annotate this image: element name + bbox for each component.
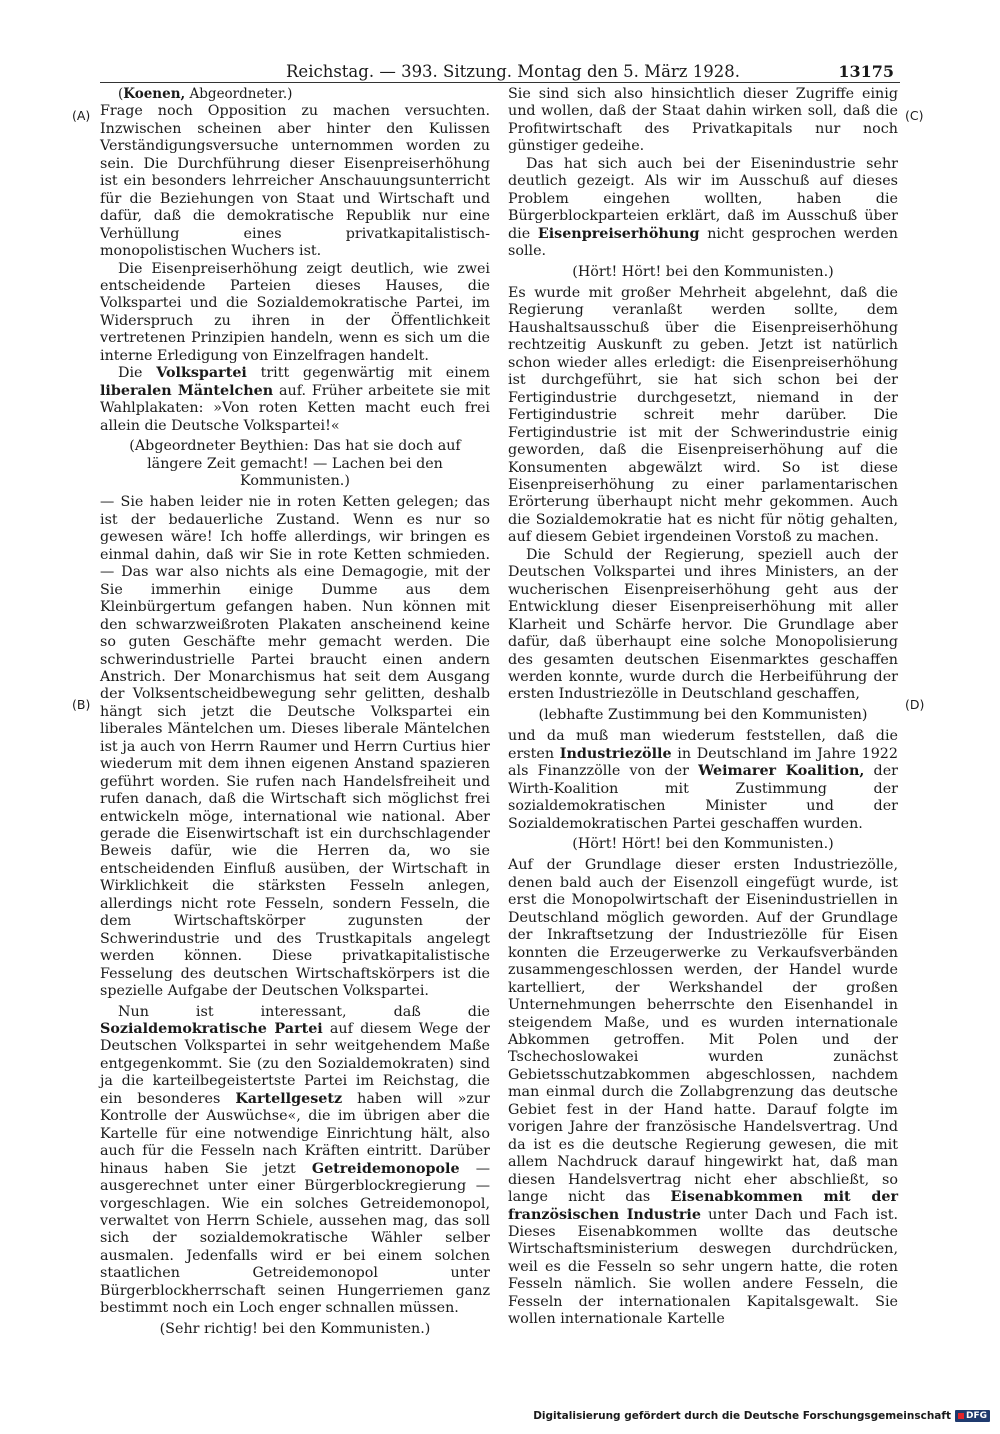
paragraph: Die Eisenpreiserhöhung zeigt deutlich, wie zwei entscheidende Parteien dieses Hauses, die Volkspartei und die Sozialdemokratische Partei, im Widerspruch zu ihren in der Öffentlichkeit vertretenen Prinzipien handeln, wenn es sich um die interne Erledigung von Einzelfragen handelt. bbox=[100, 260, 490, 364]
right-column bbox=[508, 86, 898, 1329]
text-run: in Deutschland im Jahre 1922 als Finanzzölle von der bbox=[508, 745, 898, 780]
emphasis: Eisenpreiserhöhung bbox=[537, 225, 700, 242]
text-run: auf diesem Wege der Deutschen Volkspartei in sehr weitgehendem Maße entgegenkommt. Sie (zu den Sozialdemokraten) sind ja die karteilbegeistertste Partei im Reichstag, die ein besonderes bbox=[100, 1021, 490, 1107]
emphasis: Weimarer Koalition, bbox=[698, 763, 865, 780]
interjection: (Hört! Hört! bei den Kommunisten.) bbox=[572, 836, 834, 853]
text-run: nicht gesprochen werden solle. bbox=[508, 225, 898, 260]
text-run: unter Dach und Fach ist. Dieses Eisenabkommen wollte das deutsche Wirtschaftsministerium deswegen durchdrücken, weil es die Fesseln so sehr ungern hatte, die roten Fesseln nämlich. Sie wollen andere Fesseln, die Fesseln der internationalen Kapitalsgewalt. Sie wollen internationale Kartelle bbox=[508, 1206, 899, 1328]
left-column bbox=[100, 86, 490, 1342]
emphasis: Eisenabkommen mit der französischen Industrie bbox=[508, 1189, 898, 1223]
margin-mark-b: (B) bbox=[72, 697, 91, 712]
emphasis: Getreidemonopole bbox=[311, 1160, 460, 1177]
text-run: der Wirth-Koalition mit Zustimmung der sozialdemokratischen Minister und der Sozialdemokratischen Partei geschaffen wurden. bbox=[508, 763, 898, 832]
emphasis: Volkspartei bbox=[156, 365, 247, 382]
speaker-name: Koenen, bbox=[123, 86, 186, 102]
page-header bbox=[100, 58, 900, 84]
paragraph: Sie sind sich also hinsichtlich dieser Zugriffe einig und wollen, daß der Staat dahin wirken soll, daß die Profitwirtschaft des Privatkapitals nur noch günstiger gedeihe. bbox=[508, 86, 898, 155]
text-run: Das hat sich auch bei der Eisenindustrie sehr deutlich gezeigt. Als wir im Ausschuß auf dieses Problem eingehen wollten, haben die Bürgerblockparteien erklärt, daß im Ausschuß über die bbox=[508, 155, 898, 242]
paragraph bbox=[508, 857, 898, 1328]
paragraph: Es wurde mit großer Mehrheit abgelehnt, daß die Regierung veranlaßt werden sollte, dem Haushaltsausschuß über die Eisenpreiserhöhung rechtzeitig Auskunft zu geben. Jetzt ist natürlich schon wieder alles erledigt: die Eisenpreiserhöhung ist durchgeführt, sie hat sich schon bei der Fertigindustrie durchgesetzt, niemand in der Fertigindustrie schreit mehr darüber. Die Fertigindustrie ist mit der Schwerindustrie einig geworden, daß die Eisenpreiserhöhung auf die Konsumenten abgewälzt wird. So ist diese Eisenpreiserhöhung zu einer parlamentarischen Erörterung überhaupt nicht mehr gekommen. Auch die Sozialdemokratie hat es nicht für nötig gehalten, auf diesem Gebiet irgendeinen Vorstoß zu machen. bbox=[508, 284, 898, 546]
header-rule bbox=[100, 82, 900, 83]
emphasis: Sozialdemokratische Partei bbox=[100, 1021, 323, 1038]
text-run: auf. Früher arbeitete sie mit Wahlplakaten: »Von roten Ketten macht euch frei allein die Deutsche Volkspartei!« bbox=[100, 382, 490, 434]
paragraph bbox=[100, 365, 490, 435]
paragraph bbox=[508, 156, 898, 261]
paragraph: Frage noch Opposition zu machen versuchten. Inzwischen scheinen aber hinter den Kulissen Verständigungsversuche unternommen worden zu sein. Die Durchführung dieser Eisenpreiserhöhung ist ein besonders lehrreicher Anschauungsunterricht für die Beziehungen von Staat und Wirtschaft und dafür, daß die demokratische Republik nur eine Verhüllung eines privatkapitalistisch-monopolistischen Wuchers ist. bbox=[100, 103, 490, 260]
text-run: und da muß man wiederum feststellen, daß die ersten bbox=[508, 728, 898, 762]
speaker-open: ( bbox=[118, 86, 124, 102]
margin-mark-a: (A) bbox=[72, 108, 91, 123]
margin-mark-c: (C) bbox=[905, 108, 924, 123]
paragraph bbox=[100, 1004, 490, 1318]
margin-mark-d: (D) bbox=[905, 697, 925, 712]
dfg-logo-text: DFG bbox=[965, 1411, 987, 1421]
paragraph: — Sie haben leider nie in roten Ketten gelegen; das ist der bedauerliche Zustand. Wenn es nur so gewesen wäre! Ich hoffe allerdings, wir bringen es einmal dahin, daß wir Sie in rote Ketten schmieden. — Das war also nichts als eine Demagogie, mit der Sie immerhin einige Dumme aus dem Kleinbürgertum gefangen haben. Nun können mit den schwarzweißroten Plakaten anscheinend keine so guten Geschäfte mehr gemacht werden. Die schwerindustrielle Partei braucht einen andern Anstrich. Der Monarchismus hat seit dem Ausgang der Volksentscheidbewegung sehr gelitten, deshalb hängt sich jetzt die Deutsche Volkspartei ein liberales Mäntelchen um. Dieses liberale Mäntelchen ist ja auch von Herrn Raumer und Herrn Curtius hier wiederum mit dem ihnen eigenen Anstand spazieren geführt worden. Sie rufen nach Handelsfreiheit und rufen danach, daß die Wirtschaft sich möglichst frei entwickeln möge, international wie national. Aber gerade die Eisenwirtschaft ist ein durchschlagender Beweis dafür, wie die Herren da, wo sie entscheidenden Einfluß ausüben, der Wirtschaft in Wirklichkeit die stärksten Fesseln anlegen, allerdings nicht rote Fesseln, sondern Fesseln, die dem Wirtschaftskörper zugunsten der Schwerindustrie und des Trustkapitals angelegt werden können. Diese privatkapitalistische Fesselung des deutschen Wirtschaftskörpers ist die spezielle Aufgabe der Deutschen Volkspartei. bbox=[100, 494, 490, 1000]
text-run: tritt gegenwärtig mit einem bbox=[246, 365, 490, 382]
text-run: Nun ist interessant, daß die bbox=[118, 1003, 490, 1020]
interjection: (lebhafte Zustimmung bei den Kommunisten) bbox=[538, 706, 868, 723]
text-run: haben will »zur Kontrolle der Auswüchse«, die im übrigen aber die Kartelle für eine notwendige Einrichtung hält, also auch für die Fesseln nach Kräften eintritt. Darüber hinaus haben Sie jetzt bbox=[100, 1090, 491, 1177]
credit-text: Digitalisierung gefördert durch die Deutsche Forschungsgemeinschaft bbox=[533, 1410, 951, 1422]
running-title: Reichstag. — 393. Sitzung. Montag den 5. März 1928. bbox=[286, 62, 740, 81]
page-number: 13175 bbox=[838, 62, 894, 81]
interjection: (Sehr richtig! bei den Kommunisten.) bbox=[159, 1320, 431, 1337]
paragraph: Die Schuld der Regierung, speziell auch der Deutschen Volkspartei und ihres Ministers, an der wucherischen Eisenpreiserhöhung geht aus der Entwicklung dieser Eisenpreiserhöhung mit aller Klarheit und Schärfe hervor. Die Grundlage aber dafür, daß überhaupt eine solche Monopolisierung des gesamten deutschen Eisenmarktes geschaffen werden konnte, wurde durch die Herbeiführung der ersten Industriezölle in Deutschland geschaffen, bbox=[508, 546, 898, 703]
emphasis: Industriezölle bbox=[559, 745, 672, 762]
paragraph bbox=[508, 728, 898, 833]
text-run: Auf der Grundlage dieser ersten Industriezölle, denen bald auch der Eisenzoll eingefügt wurde, ist erst die Monopolwirtschaft der Eisenindustriellen in Deutschland möglich geworden. Auf der Grundlage der Inkraftsetzung der Industriezölle für Eisen konnten die Erzeugerwerke zu Verkaufsverbänden zusammengeschlossen werden, der Handel wurde kartelliert, der Werkshandel der großen Unternehmungen beherrschte den Eisenhandel in steigendem Maße, und es wurden internationale Abkommen getroffen. Mit Polen und der Tschechoslowakei wurden zunächst Gebietsschutzabkommen abgeschlossen, nachdem man einmal durch die Zollabgrenzung das deutsche Gebiet fest in der Hand hatte. Darauf folgte im vorigen Jahre der französische Handelsvertrag. Und da ist es die deutsche Regierung gewesen, die mit allem Nachdruck darauf hingewirkt hat, daß man diesen Handelsvertrag nicht eher abschließt, so lange nicht das bbox=[508, 857, 898, 1206]
speaker-role: Abgeordneter.) bbox=[189, 86, 293, 102]
digitization-credit bbox=[533, 1410, 990, 1422]
text-run: Die bbox=[118, 365, 157, 382]
speaker-line bbox=[100, 86, 490, 103]
dfg-logo-icon bbox=[955, 1410, 990, 1422]
emphasis: Kartellgesetz bbox=[235, 1090, 343, 1107]
interjection: (Abgeordneter Beythien: Das hat sie doch auf längere Zeit gemacht! — Lachen bei den Kommunisten.) bbox=[129, 438, 461, 489]
emphasis: liberalen Mäntelchen bbox=[100, 382, 274, 399]
interjection: (Hört! Hört! bei den Kommunisten.) bbox=[572, 263, 834, 280]
text-run: — ausgerechnet unter einer Bürgerblockregierung — vorgeschlagen. Wie ein solches Getreidemonopol, verwaltet von Herrn Schiele, aussehen mag, das soll sich der sozialdemokratische Wähler selber ausmalen. Jedenfalls wird er bei einem solchen staatlichen Getreidemonopol unter Bürgerblockherrschaft seinen Hungerriemen ganz bestimmt noch ein Loch enger schnallen müssen. bbox=[100, 1160, 491, 1317]
